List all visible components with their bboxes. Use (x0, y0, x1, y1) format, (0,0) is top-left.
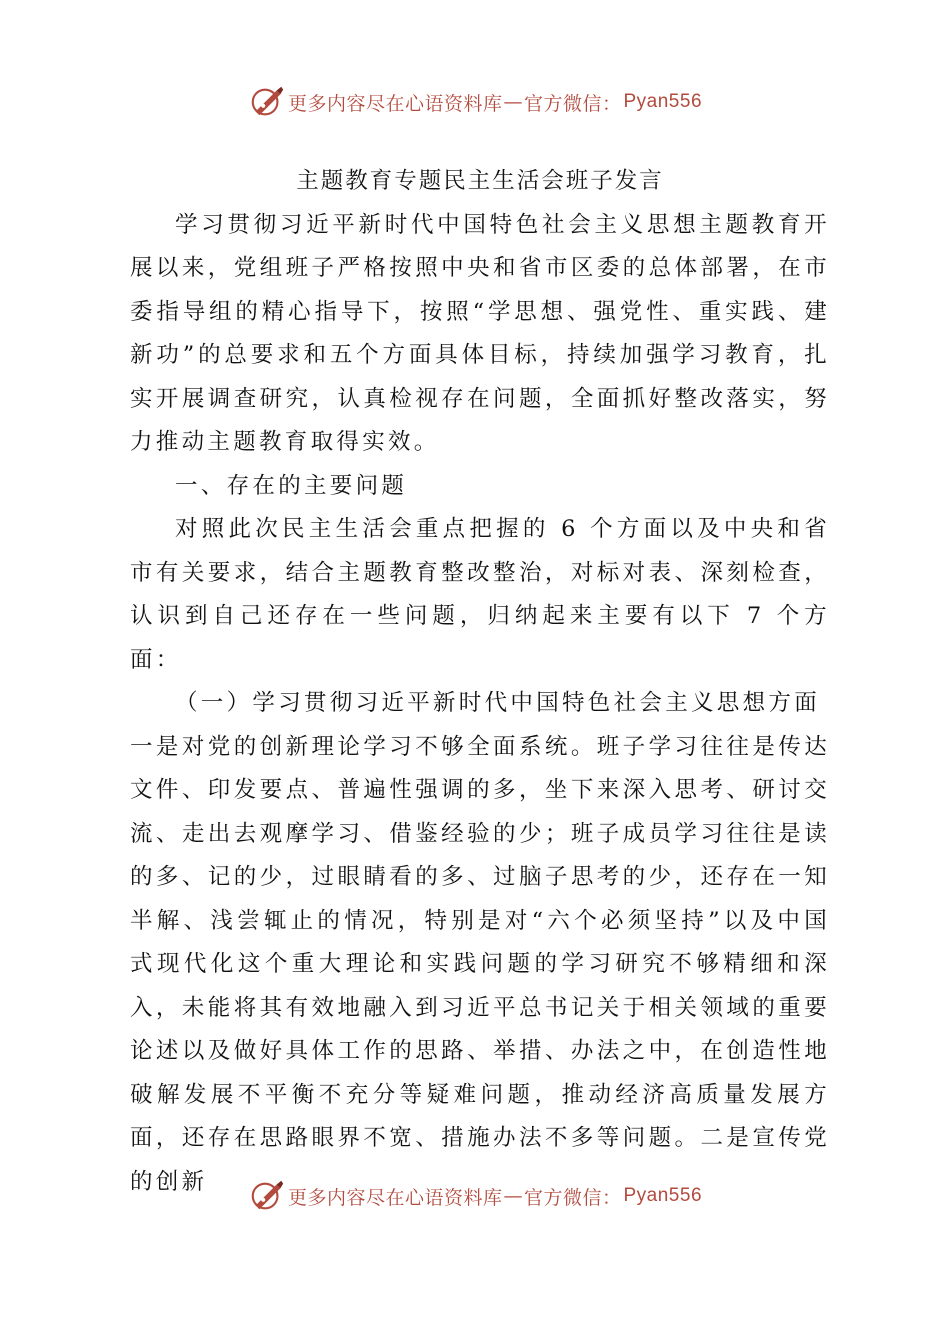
watermark-wechat-id: Pyan556 (623, 91, 703, 112)
pen-logo-icon (248, 83, 286, 121)
watermark-prefix: 更多内容尽在心语资料库 (287, 92, 503, 115)
section-heading-1: 一、存在的主要问题 (175, 472, 408, 499)
watermark-wechat-id: Pyan556 (623, 1185, 703, 1206)
intro-paragraph: 学习贯彻习近平新时代中国特色社会主义思想主题教育开展以来，党组班子严格按照中央和省市区委的总体部署，在市委指导组的精心指导下，按照“学思想、强党性、重实践、建新功”的总要求和五个方面具体目标，持续加强学习教育，扎实开展调查研究，认真检视存在问题，全面抓好整改落实，努力推动主题教育取得实效。 (130, 211, 830, 455)
pen-logo-icon (248, 1177, 286, 1215)
watermark-label: 官方微信： (523, 92, 622, 115)
watermark-dash: — (503, 91, 523, 113)
subsection-body-paragraph: 一是对党的创新理论学习不够全面系统。班子学习往往是传达文件、印发要点、普遍性强调的多，坐下来深入思考、研讨交流、走出去观摩学习、借鉴经验的少；班子成员学习往往是读的多、记的少，过眼睛看的多、过脑子思考的少，还存在一知半解、浅尝辄止的情况，特别是对“六个必须坚持”以及中国式现代化这个重大理论和实践问题的学习研究不够精细和深入，未能将其有效地融入到习近平总书记关于相关领域的重要论述以及做好具体工作的思路、举措、办法之中，在创造性地破解发展不平衡不充分等疑难问题，推动经济高质量发展方面，还存在思路眼界不宽、措施办法不多等问题。二是宣传党的创新 (130, 733, 830, 1195)
document-title: 主题教育专题民主生活会班子发言 (296, 168, 664, 194)
watermark-banner-bottom (0, 1176, 950, 1216)
watermark-label: 官方微信： (523, 1186, 622, 1209)
watermark-banner-top (0, 82, 950, 122)
watermark-dash: — (503, 1185, 523, 1207)
subsection-heading-1: （一）学习贯彻习近平新时代中国特色社会主义思想方面 (175, 690, 821, 716)
section-intro-paragraph: 对照此次民主生活会重点把握的 6 个方面以及中央和省市有关要求，结合主题教育整改整治，对标对表、深刻检查，认识到自己还存在一些问题，归纳起来主要有以下 7 个方面： (130, 516, 830, 673)
document-body (130, 160, 830, 1204)
watermark-prefix: 更多内容尽在心语资料库 (287, 1186, 503, 1209)
